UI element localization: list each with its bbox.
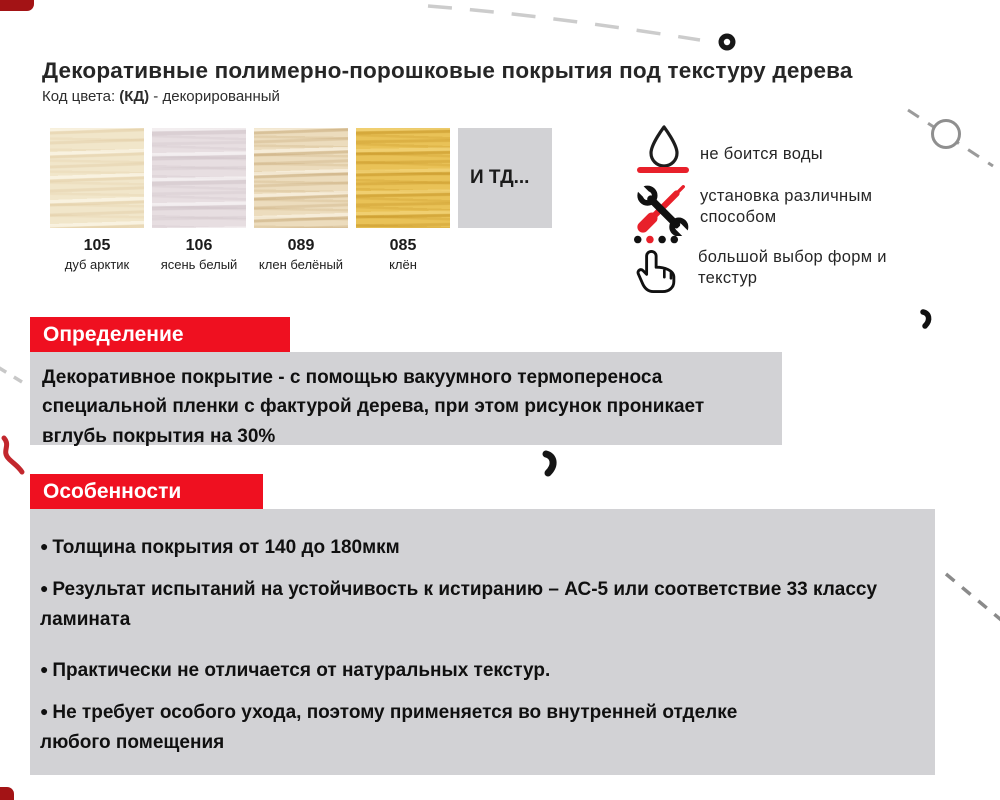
color-code-prefix: Код цвета: — [42, 88, 120, 105]
corner-red-mark-top-left — [0, 0, 34, 11]
corner-red-mark-bottom-left — [0, 787, 14, 800]
color-code-suffix: - декорированный — [149, 88, 280, 105]
color-code-value: (КД) — [119, 88, 150, 105]
features-list — [30, 509, 935, 775]
red-squiggle-left — [4, 438, 22, 472]
feature-item: ● Результат испытаний на устойчивость к истиранию – АС-5 или соответствие 33 классу ламината — [40, 575, 925, 635]
swatch-name: клён — [389, 257, 417, 272]
wood-swatch-image — [356, 128, 450, 228]
tools-icon — [634, 180, 690, 236]
etc-box — [458, 128, 552, 228]
swatch-code: 106 — [185, 237, 213, 254]
page-title: Декоративные полимерно-порошковые покрытия под текстуру дерева — [42, 58, 853, 83]
dashed-line-left — [0, 366, 22, 382]
swatch-code: 105 — [83, 237, 111, 254]
swatch-name: клен белёный — [258, 257, 344, 272]
benefit-label-install: установка различным способом — [700, 187, 873, 227]
wood-swatch-image — [152, 128, 246, 228]
red-underline — [637, 167, 689, 173]
comma-mark-right — [923, 312, 929, 326]
wood-swatch-image — [50, 128, 144, 228]
swatch-089 — [254, 128, 348, 272]
feature-item: ● Не требует особого ухода, поэтому применяется во внутренней отделке любого помещения — [40, 698, 790, 758]
benefit-label-water: не боится воды — [700, 145, 823, 163]
hand-tap-icon — [632, 234, 690, 296]
dashed-line-bottom-right — [946, 574, 1000, 624]
swatch-etc — [458, 128, 552, 272]
features-heading: Особенности — [30, 474, 263, 509]
wood-swatch-image — [254, 128, 348, 228]
swatch-code: 085 — [389, 237, 417, 254]
feature-item: ● Толщина покрытия от 140 до 180мкм — [40, 533, 925, 563]
comma-mark-middle — [546, 454, 553, 473]
swatch-code: 089 — [287, 237, 315, 254]
swatch-106 — [152, 128, 246, 272]
water-drop-icon — [644, 124, 684, 170]
donut-hole — [724, 39, 730, 45]
feature-item: ● Практически не отличается от натуральных текстур. — [40, 656, 925, 686]
definition-body: Декоративное покрытие - с помощью вакуумного термопереноса специальной пленки с фактурой дерева, при этом рисунок проникает вглубь покрытия на 30% — [30, 352, 782, 445]
swatch-name: дуб арктик — [64, 257, 130, 272]
swatch-085 — [356, 128, 450, 272]
swatch-105 — [50, 128, 144, 272]
donut-dot-icon — [719, 34, 736, 51]
swatch-row — [50, 128, 552, 272]
swatch-name: ясень белый — [160, 257, 238, 272]
color-code-line — [42, 88, 280, 105]
dashed-curve-top — [428, 6, 700, 40]
etc-label: И ТД... — [470, 167, 530, 188]
benefit-label-choice: большой выбор форм и текстур — [698, 248, 887, 288]
definition-heading: Определение — [30, 317, 290, 352]
